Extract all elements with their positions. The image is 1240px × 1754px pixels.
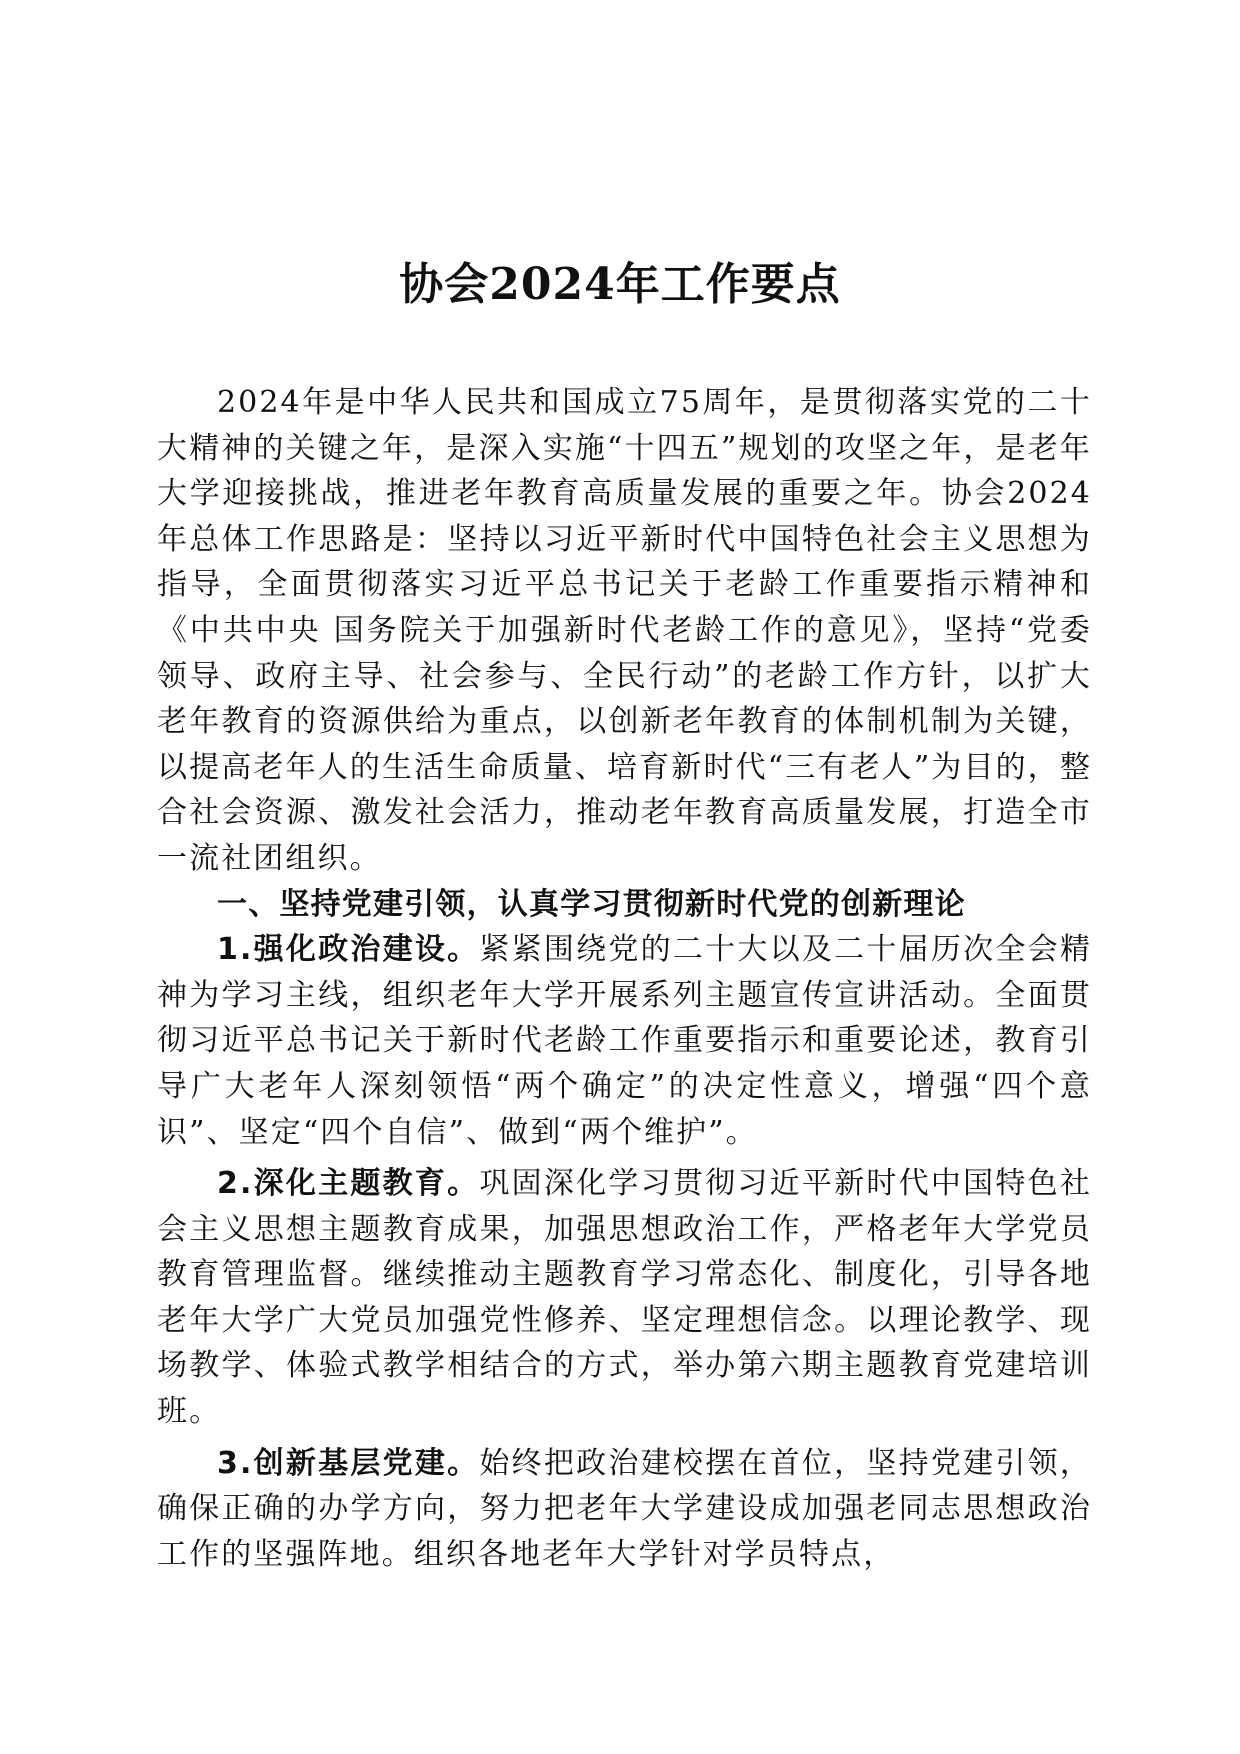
item-2-heading: 2.深化主题教育。 — [217, 1166, 480, 1202]
item-3-heading: 3.创新基层党建。 — [217, 1445, 480, 1481]
item-2-text: 巩固深化学习贯彻习近平新时代中国特色社会主义思想主题教育成果，加强思想政治工作，严格老年大学党员教育管理监督。继续推动主题教育学习常态化、制度化，引导各地老年大学广大党员加强党性修养、坚定理想信念。以理论教学、现场教学、体验式教学相结合的方式，举办第六期主题教育党建培训班。 — [157, 1166, 1093, 1430]
section-item-3 — [157, 1441, 1092, 1578]
item-1-text: 紧紧围绕党的二十大以及二十届历次全会精神为学习主线，组织老年大学开展系列主题宣传宣讲活动。全面贯彻习近平总书记关于新时代老龄工作重要指示和重要论述，教育引导广大老年人深刻领悟“两个确定”的决定性意义，增强“四个意识”、坚定“四个自信”、做到“两个维护”。 — [157, 932, 1093, 1150]
section-item-1 — [157, 927, 1092, 1155]
intro-paragraph: 2024年是中华人民共和国成立75周年，是贯彻落实党的二十大精神的关键之年，是深入实施“十四五”规划的攻坚之年，是老年大学迎接挑战，推进老年教育高质量发展的重要之年。协会2024年总体工作思路是：坚持以习近平新时代中国特色社会主义思想为指导，全面贯彻落实习近平总书记关于老龄工作重要指示精神和《中共中央 国务院关于加强新时代老龄工作的意见》，坚持“党委领导、政府主导、社会参与、全民行动”的老龄工作方针，以扩大老年教育的资源供给为重点，以创新老年教育的体制机制为关键，以提高老年人的生活生命质量、培育新时代“三有老人”为目的，整合社会资源、激发社会活力，推动老年教育高质量发展，打造全市一流社团组织。 — [157, 385, 1092, 876]
item-3-text: 始终把政治建校摆在首位，坚持党建引领，确保正确的办学方向，努力把老年大学建设成加强老同志思想政治工作的坚强阵地。组织各地老年大学针对学员特点， — [157, 1445, 1093, 1572]
document-title: 协会2024年工作要点 — [399, 259, 841, 310]
section-item-2 — [157, 1161, 1092, 1435]
item-1-heading: 1.强化政治建设。 — [217, 932, 480, 968]
document-body — [157, 380, 1092, 1577]
section-heading: 一、坚持党建引领，认真学习贯彻新时代党的创新理论 — [217, 886, 966, 922]
